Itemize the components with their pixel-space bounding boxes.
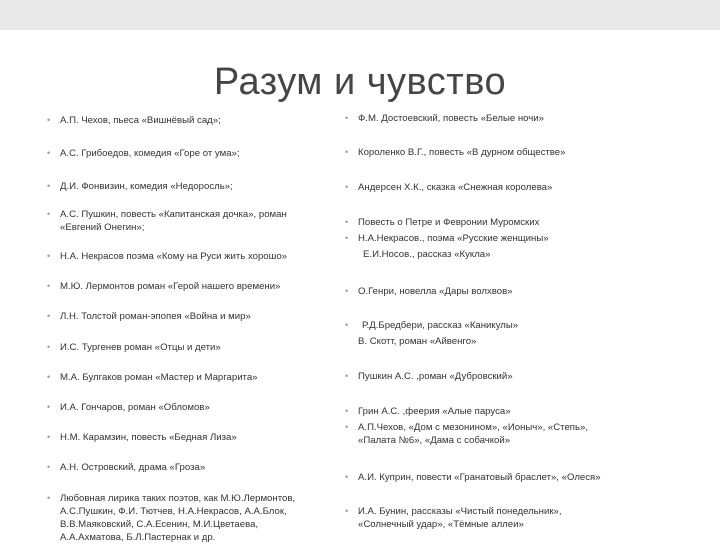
list-item: • Пушкин А.С. ,роман «Дубровский» xyxy=(345,371,513,382)
list-item: • Короленко В.Г., повесть «В дурном обществе» xyxy=(345,147,566,158)
list-item: • О.Генри, новелла «Дары волхвов» xyxy=(345,286,513,297)
bullet-icon: • xyxy=(345,472,349,482)
list-item: • Ф.М. Достоевский, повесть «Белые ночи» xyxy=(345,113,544,124)
bullet-icon: • xyxy=(345,506,349,516)
list-item: • А.С. Пушкин, повесть «Капитанская дочка», роман «Евгений Онегин»; xyxy=(47,209,287,233)
bullet-icon: • xyxy=(47,372,51,382)
list-item: • М.А. Булгаков роман «Мастер и Маргарита» xyxy=(47,372,258,383)
bullet-icon: • xyxy=(47,115,51,125)
list-item: • Любовная лирика таких поэтов, как М.Ю.Лермонтов, А.С.Пушкин, Ф.И. Тютчев, Н.А.Некрасов, А.А.Блок, В.В.Маяковский, С.А.Есенин, М.И.Цветаева, А.А.Ахматова, Б.Л.Пастернак и др. xyxy=(47,493,296,543)
bullet-icon: • xyxy=(47,311,51,321)
list-item-continuation: В. Скотт, роман «Айвенго» xyxy=(358,336,477,347)
list-item: • И.А. Бунин, рассказы «Чистый понедельник», «Солнечный удар», «Тёмные аллеи» xyxy=(345,506,562,530)
bullet-icon: • xyxy=(345,422,349,432)
bullet-icon: • xyxy=(47,462,51,472)
list-item: • Н.А.Некрасов., поэма «Русские женщины» xyxy=(345,233,549,244)
list-item: • И.С. Тургенев роман «Отцы и дети» xyxy=(47,342,221,353)
list-item: • Р.Д.Бредбери, рассказ «Каникулы» xyxy=(345,320,519,331)
bullet-icon: • xyxy=(47,209,51,219)
list-item: • Грин А.С. ,феерия «Алые паруса» xyxy=(345,406,511,417)
bullet-icon: • xyxy=(345,233,349,243)
bullet-icon: • xyxy=(47,148,51,158)
slide-title: Разум и чувство xyxy=(213,61,507,103)
list-item: • М.Ю. Лермонтов роман «Герой нашего времени» xyxy=(47,281,281,292)
bullet-icon: • xyxy=(47,402,51,412)
list-item: • Н.М. Карамзин, повесть «Бедная Лиза» xyxy=(47,432,237,443)
list-item: • И.А. Гончаров, роман «Обломов» xyxy=(47,402,210,413)
list-item: • Андерсен Х.К., сказка «Снежная королева» xyxy=(345,182,553,193)
bullet-icon: • xyxy=(345,113,349,123)
top-bar xyxy=(0,0,720,30)
list-item: • А.Н. Островский, драма «Гроза» xyxy=(47,462,206,473)
bullet-icon: • xyxy=(345,147,349,157)
list-item: • Д.И. Фонвизин, комедия «Недоросль»; xyxy=(47,181,233,192)
bullet-icon: • xyxy=(47,251,51,261)
bullet-icon: • xyxy=(345,320,349,330)
list-item: • Л.Н. Толстой роман-эпопея «Война и мир» xyxy=(47,311,251,322)
bullet-icon: • xyxy=(47,342,51,352)
bullet-icon: • xyxy=(345,406,349,416)
list-item: • А.П. Чехов, пьеса «Вишнёвый сад»; xyxy=(47,115,221,126)
bullet-icon: • xyxy=(345,182,349,192)
bullet-icon: • xyxy=(47,181,51,191)
list-item: • Н.А. Некрасов поэма «Кому на Руси жить хорошо» xyxy=(47,251,288,262)
bullet-icon: • xyxy=(47,493,51,503)
list-item: • А.И. Куприн, повести «Гранатовый браслет», «Олеся» xyxy=(345,472,601,483)
bullet-icon: • xyxy=(345,217,349,227)
bullet-icon: • xyxy=(47,281,51,291)
list-item: • Повесть о Петре и Февронии Муромских xyxy=(345,217,540,228)
bullet-icon: • xyxy=(345,286,349,296)
list-item: • А.С. Грибоедов, комедия «Горе от ума»; xyxy=(47,148,240,159)
bullet-icon: • xyxy=(47,432,51,442)
list-item-continuation: Е.И.Носов., рассказ «Кукла» xyxy=(363,249,491,260)
list-item: • А.П.Чехов, «Дом с мезонином», «Ионыч», «Степь», «Палата №6», «Дама с собачкой» xyxy=(345,422,589,446)
bullet-icon: • xyxy=(345,371,349,381)
